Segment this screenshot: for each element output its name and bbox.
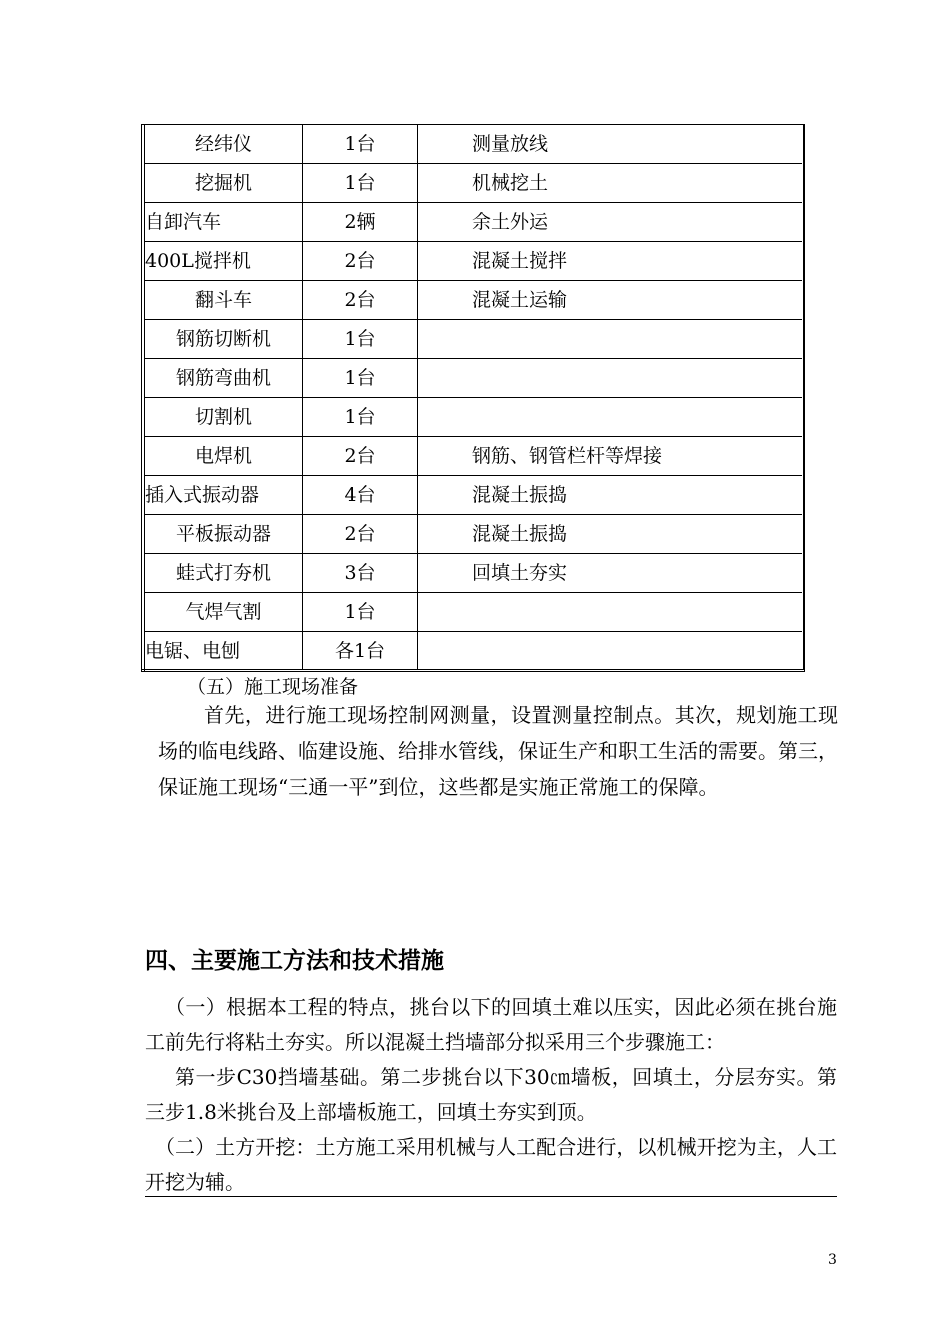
- section-5-heading: （五）施工现场准备: [187, 676, 359, 698]
- section-4-paragraph-2: 第一步C30挡墙基础。第二步挑台以下30㎝墙板，回填土，分层夯实。第三步1.8米挑台及上部墙板施工，回填土夯实到顶。: [145, 1065, 837, 1124]
- equipment-use: [418, 398, 803, 437]
- equipment-name: 翻斗车: [145, 281, 303, 320]
- equipment-table-body: [145, 125, 802, 670]
- footer-rule: [145, 1196, 837, 1197]
- equipment-name: 切割机: [145, 398, 303, 437]
- table-row: [145, 242, 802, 281]
- equipment-use: [418, 632, 803, 671]
- table-row: [145, 593, 802, 632]
- equipment-use: 混凝土振捣: [418, 476, 803, 515]
- equipment-qty: 2台: [303, 242, 418, 281]
- table-row: [145, 476, 802, 515]
- table-row: [145, 320, 802, 359]
- equipment-qty: 1台: [303, 164, 418, 203]
- equipment-name: 电锯、电刨: [145, 632, 303, 671]
- section-4-paragraph-3: （二）土方开挖：土方施工采用机械与人工配合进行，以机械开挖为主，人工开挖为辅。: [145, 1135, 837, 1194]
- equipment-name: 钢筋弯曲机: [145, 359, 303, 398]
- equipment-qty: 4台: [303, 476, 418, 515]
- equipment-name: 插入式振动器: [145, 476, 303, 515]
- equipment-use: 机械挖土: [418, 164, 803, 203]
- equipment-name: 气焊气割: [145, 593, 303, 632]
- equipment-use: [418, 359, 803, 398]
- table-row: [145, 203, 802, 242]
- section-4-body: [145, 990, 837, 1200]
- equipment-use: 余土外运: [418, 203, 803, 242]
- equipment-name: 蛙式打夯机: [145, 554, 303, 593]
- section-4-paragraph-1: （一）根据本工程的特点，挑台以下的回填土难以压实，因此必须在挑台施工前先行将粘土夯实。所以混凝土挡墙部分拟采用三个步骤施工：: [145, 995, 837, 1054]
- table-row: [145, 554, 802, 593]
- equipment-use: [418, 593, 803, 632]
- table-row: [145, 398, 802, 437]
- equipment-qty: 2台: [303, 437, 418, 476]
- table-row: [145, 437, 802, 476]
- equipment-name: 经纬仪: [145, 125, 303, 164]
- equipment-name: 挖掘机: [145, 164, 303, 203]
- table-row: [145, 359, 802, 398]
- equipment-qty: 1台: [303, 398, 418, 437]
- equipment-name: 电焊机: [145, 437, 303, 476]
- equipment-qty: 2辆: [303, 203, 418, 242]
- table-row: [145, 632, 802, 671]
- equipment-use: 混凝土振捣: [418, 515, 803, 554]
- equipment-qty: 3台: [303, 554, 418, 593]
- equipment-qty: 1台: [303, 320, 418, 359]
- equipment-qty: 1台: [303, 359, 418, 398]
- equipment-name: 自卸汽车: [145, 203, 303, 242]
- equipment-qty: 2台: [303, 281, 418, 320]
- equipment-name: 钢筋切断机: [145, 320, 303, 359]
- equipment-name: 400L搅拌机: [145, 242, 303, 281]
- table-row: [145, 515, 802, 554]
- equipment-name: 平板振动器: [145, 515, 303, 554]
- equipment-table: [141, 124, 805, 672]
- equipment-use: 混凝土搅拌: [418, 242, 803, 281]
- equipment-qty: 1台: [303, 125, 418, 164]
- section-4-heading: 四、主要施工方法和技术措施: [145, 948, 444, 974]
- equipment-use: 测量放线: [418, 125, 803, 164]
- table-row: [145, 125, 802, 164]
- equipment-use: 回填土夯实: [418, 554, 803, 593]
- equipment-use: 钢筋、钢管栏杆等焊接: [418, 437, 803, 476]
- equipment-use: [418, 320, 803, 359]
- section-5-paragraph: 首先，进行施工现场控制网测量，设置测量控制点。其次，规划施工现场的临电线路、临建设施、给排水管线，保证生产和职工生活的需要。第三，保证施工现场“三通一平”到位，这些都是实施正常施工的保障。: [158, 703, 838, 799]
- page-number: 3: [828, 1252, 837, 1268]
- table-row: [145, 164, 802, 203]
- table-row: [145, 281, 802, 320]
- equipment-use: 混凝土运输: [418, 281, 803, 320]
- equipment-qty: 2台: [303, 515, 418, 554]
- equipment-qty: 各1台: [303, 632, 418, 671]
- equipment-qty: 1台: [303, 593, 418, 632]
